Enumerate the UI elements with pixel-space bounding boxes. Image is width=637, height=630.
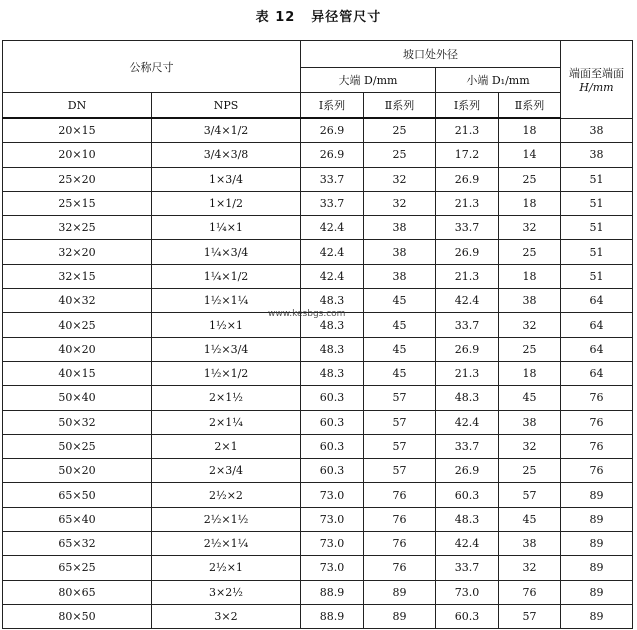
- cell-small-series2: 32: [499, 216, 561, 240]
- cell-small-series1: 21.3: [436, 264, 499, 288]
- cell-end-to-end: 89: [561, 507, 633, 531]
- table-row: [3, 483, 633, 507]
- table-row: [3, 434, 633, 458]
- cell-nps: 2½×2: [152, 483, 301, 507]
- cell-end-to-end: 51: [561, 264, 633, 288]
- cell-large-series2: 38: [364, 264, 436, 288]
- cell-small-series2: 38: [499, 410, 561, 434]
- cell-dn: 80×65: [3, 580, 152, 604]
- cell-large-series1: 42.4: [301, 216, 364, 240]
- cell-small-series2: 76: [499, 580, 561, 604]
- cell-end-to-end: 89: [561, 580, 633, 604]
- cell-end-to-end: 64: [561, 313, 633, 337]
- header-small-series1: Ⅰ系列: [436, 93, 499, 119]
- cell-large-series2: 45: [364, 361, 436, 385]
- cell-end-to-end: 51: [561, 167, 633, 191]
- cell-large-series2: 38: [364, 216, 436, 240]
- header-large-end: 大端 D/mm: [301, 68, 436, 93]
- cell-large-series2: 32: [364, 167, 436, 191]
- cell-large-series1: 48.3: [301, 289, 364, 313]
- cell-large-series2: 89: [364, 580, 436, 604]
- cell-large-series1: 26.9: [301, 118, 364, 143]
- table-caption: 异径管尺寸: [311, 10, 382, 25]
- table-row: [3, 532, 633, 556]
- cell-small-series1: 33.7: [436, 313, 499, 337]
- cell-dn: 32×15: [3, 264, 152, 288]
- cell-small-series2: 18: [499, 191, 561, 215]
- table-row: [3, 604, 633, 628]
- cell-small-series2: 32: [499, 313, 561, 337]
- cell-dn: 32×20: [3, 240, 152, 264]
- cell-large-series2: 57: [364, 386, 436, 410]
- header-dn: DN: [3, 93, 152, 119]
- table-row: [3, 386, 633, 410]
- cell-nps: 1¼×1: [152, 216, 301, 240]
- header-bevel-od: 坡口处外径: [301, 41, 561, 68]
- cell-nps: 1½×1: [152, 313, 301, 337]
- cell-nps: 1½×1/2: [152, 361, 301, 385]
- cell-nps: 3×2½: [152, 580, 301, 604]
- cell-nps: 1×3/4: [152, 167, 301, 191]
- cell-nps: 3/4×3/8: [152, 143, 301, 167]
- header-large-series2: Ⅱ系列: [364, 93, 436, 119]
- cell-small-series1: 33.7: [436, 434, 499, 458]
- cell-small-series1: 42.4: [436, 289, 499, 313]
- cell-large-series2: 76: [364, 507, 436, 531]
- cell-end-to-end: 76: [561, 386, 633, 410]
- header-nps: NPS: [152, 93, 301, 119]
- cell-large-series1: 88.9: [301, 580, 364, 604]
- cell-large-series1: 33.7: [301, 167, 364, 191]
- cell-small-series2: 45: [499, 507, 561, 531]
- cell-end-to-end: 89: [561, 483, 633, 507]
- cell-large-series1: 60.3: [301, 386, 364, 410]
- cell-large-series2: 57: [364, 410, 436, 434]
- cell-small-series1: 17.2: [436, 143, 499, 167]
- cell-dn: 80×50: [3, 604, 152, 628]
- cell-end-to-end: 51: [561, 191, 633, 215]
- cell-end-to-end: 64: [561, 289, 633, 313]
- cell-small-series1: 60.3: [436, 604, 499, 628]
- cell-end-to-end: 64: [561, 361, 633, 385]
- table-row: [3, 556, 633, 580]
- cell-dn: 65×32: [3, 532, 152, 556]
- cell-dn: 40×20: [3, 337, 152, 361]
- header-end-to-end-label: 端面至端面: [569, 66, 624, 80]
- cell-small-series2: 32: [499, 556, 561, 580]
- cell-large-series1: 42.4: [301, 264, 364, 288]
- cell-small-series1: 73.0: [436, 580, 499, 604]
- cell-small-series1: 26.9: [436, 240, 499, 264]
- cell-large-series1: 88.9: [301, 604, 364, 628]
- cell-end-to-end: 89: [561, 604, 633, 628]
- cell-dn: 20×10: [3, 143, 152, 167]
- cell-end-to-end: 76: [561, 434, 633, 458]
- cell-end-to-end: 76: [561, 410, 633, 434]
- cell-small-series1: 42.4: [436, 410, 499, 434]
- table-row: [3, 143, 633, 167]
- table-title: [0, 6, 637, 25]
- cell-small-series2: 25: [499, 167, 561, 191]
- cell-small-series2: 18: [499, 361, 561, 385]
- cell-small-series1: 48.3: [436, 386, 499, 410]
- cell-nps: 1¼×3/4: [152, 240, 301, 264]
- cell-nps: 1½×3/4: [152, 337, 301, 361]
- cell-large-series1: 60.3: [301, 410, 364, 434]
- cell-dn: 50×25: [3, 434, 152, 458]
- cell-large-series1: 42.4: [301, 240, 364, 264]
- cell-nps: 1×1/2: [152, 191, 301, 215]
- cell-dn: 50×32: [3, 410, 152, 434]
- cell-dn: 25×15: [3, 191, 152, 215]
- table-body: [3, 118, 633, 629]
- cell-small-series1: 48.3: [436, 507, 499, 531]
- cell-small-series2: 25: [499, 240, 561, 264]
- cell-end-to-end: 64: [561, 337, 633, 361]
- cell-end-to-end: 76: [561, 459, 633, 483]
- cell-large-series2: 32: [364, 191, 436, 215]
- header-large-series1: Ⅰ系列: [301, 93, 364, 119]
- cell-nps: 3/4×1/2: [152, 118, 301, 143]
- cell-large-series2: 45: [364, 337, 436, 361]
- cell-nps: 2×1: [152, 434, 301, 458]
- cell-dn: 40×15: [3, 361, 152, 385]
- cell-nps: 2×1¼: [152, 410, 301, 434]
- cell-large-series2: 25: [364, 143, 436, 167]
- cell-small-series1: 33.7: [436, 216, 499, 240]
- cell-end-to-end: 89: [561, 532, 633, 556]
- table-row: [3, 216, 633, 240]
- cell-small-series2: 14: [499, 143, 561, 167]
- cell-large-series1: 60.3: [301, 459, 364, 483]
- table-row: [3, 118, 633, 143]
- table-row: [3, 337, 633, 361]
- cell-nps: 2×1½: [152, 386, 301, 410]
- cell-large-series1: 48.3: [301, 361, 364, 385]
- cell-nps: 2½×1: [152, 556, 301, 580]
- cell-end-to-end: 51: [561, 240, 633, 264]
- cell-small-series1: 26.9: [436, 167, 499, 191]
- cell-large-series2: 89: [364, 604, 436, 628]
- cell-dn: 65×25: [3, 556, 152, 580]
- cell-small-series1: 26.9: [436, 459, 499, 483]
- cell-small-series1: 42.4: [436, 532, 499, 556]
- cell-dn: 20×15: [3, 118, 152, 143]
- table-row: [3, 240, 633, 264]
- cell-large-series1: 48.3: [301, 337, 364, 361]
- table-row: [3, 580, 633, 604]
- table-row: [3, 507, 633, 531]
- cell-end-to-end: 51: [561, 216, 633, 240]
- cell-large-series2: 45: [364, 289, 436, 313]
- cell-small-series1: 21.3: [436, 118, 499, 143]
- cell-large-series2: 38: [364, 240, 436, 264]
- cell-end-to-end: 38: [561, 118, 633, 143]
- cell-large-series1: 33.7: [301, 191, 364, 215]
- cell-nps: 1½×1¼: [152, 289, 301, 313]
- cell-small-series1: 33.7: [436, 556, 499, 580]
- header-end-to-end-unit: H/mm: [579, 80, 614, 94]
- cell-large-series1: 73.0: [301, 507, 364, 531]
- cell-large-series1: 48.3: [301, 313, 364, 337]
- cell-small-series1: 60.3: [436, 483, 499, 507]
- table-row: [3, 191, 633, 215]
- table-number: 表 12: [255, 10, 296, 25]
- cell-small-series2: 25: [499, 459, 561, 483]
- cell-large-series1: 26.9: [301, 143, 364, 167]
- cell-small-series2: 45: [499, 386, 561, 410]
- cell-dn: 40×25: [3, 313, 152, 337]
- cell-large-series2: 45: [364, 313, 436, 337]
- cell-dn: 50×20: [3, 459, 152, 483]
- watermark: www.kesbgs.com: [268, 309, 346, 319]
- header-small-end: 小端 D₁/mm: [436, 68, 561, 93]
- cell-large-series1: 73.0: [301, 556, 364, 580]
- cell-small-series2: 57: [499, 483, 561, 507]
- cell-end-to-end: 89: [561, 556, 633, 580]
- cell-nps: 2½×1¼: [152, 532, 301, 556]
- cell-small-series1: 21.3: [436, 191, 499, 215]
- table-row: [3, 410, 633, 434]
- cell-small-series1: 21.3: [436, 361, 499, 385]
- cell-nps: 3×2: [152, 604, 301, 628]
- cell-large-series2: 76: [364, 532, 436, 556]
- cell-small-series2: 18: [499, 118, 561, 143]
- reducer-dimensions-table: [2, 40, 633, 629]
- cell-small-series2: 32: [499, 434, 561, 458]
- table-row: [3, 361, 633, 385]
- header-end-to-end: [561, 41, 633, 119]
- cell-large-series2: 76: [364, 483, 436, 507]
- cell-dn: 65×40: [3, 507, 152, 531]
- cell-dn: 40×32: [3, 289, 152, 313]
- cell-dn: 25×20: [3, 167, 152, 191]
- cell-small-series1: 26.9: [436, 337, 499, 361]
- cell-large-series2: 76: [364, 556, 436, 580]
- cell-small-series2: 38: [499, 532, 561, 556]
- cell-small-series2: 25: [499, 337, 561, 361]
- header-nominal-size: 公称尺寸: [3, 41, 301, 93]
- cell-large-series2: 57: [364, 434, 436, 458]
- cell-small-series2: 38: [499, 289, 561, 313]
- cell-end-to-end: 38: [561, 143, 633, 167]
- cell-small-series2: 57: [499, 604, 561, 628]
- cell-nps: 2×3/4: [152, 459, 301, 483]
- cell-large-series1: 60.3: [301, 434, 364, 458]
- cell-large-series1: 73.0: [301, 532, 364, 556]
- cell-large-series1: 73.0: [301, 483, 364, 507]
- cell-nps: 1¼×1/2: [152, 264, 301, 288]
- table-row: [3, 167, 633, 191]
- cell-dn: 65×50: [3, 483, 152, 507]
- header-small-series2: Ⅱ系列: [499, 93, 561, 119]
- cell-nps: 2½×1½: [152, 507, 301, 531]
- table-row: [3, 264, 633, 288]
- cell-small-series2: 18: [499, 264, 561, 288]
- cell-large-series2: 25: [364, 118, 436, 143]
- cell-dn: 50×40: [3, 386, 152, 410]
- table-row: [3, 459, 633, 483]
- cell-large-series2: 57: [364, 459, 436, 483]
- cell-dn: 32×25: [3, 216, 152, 240]
